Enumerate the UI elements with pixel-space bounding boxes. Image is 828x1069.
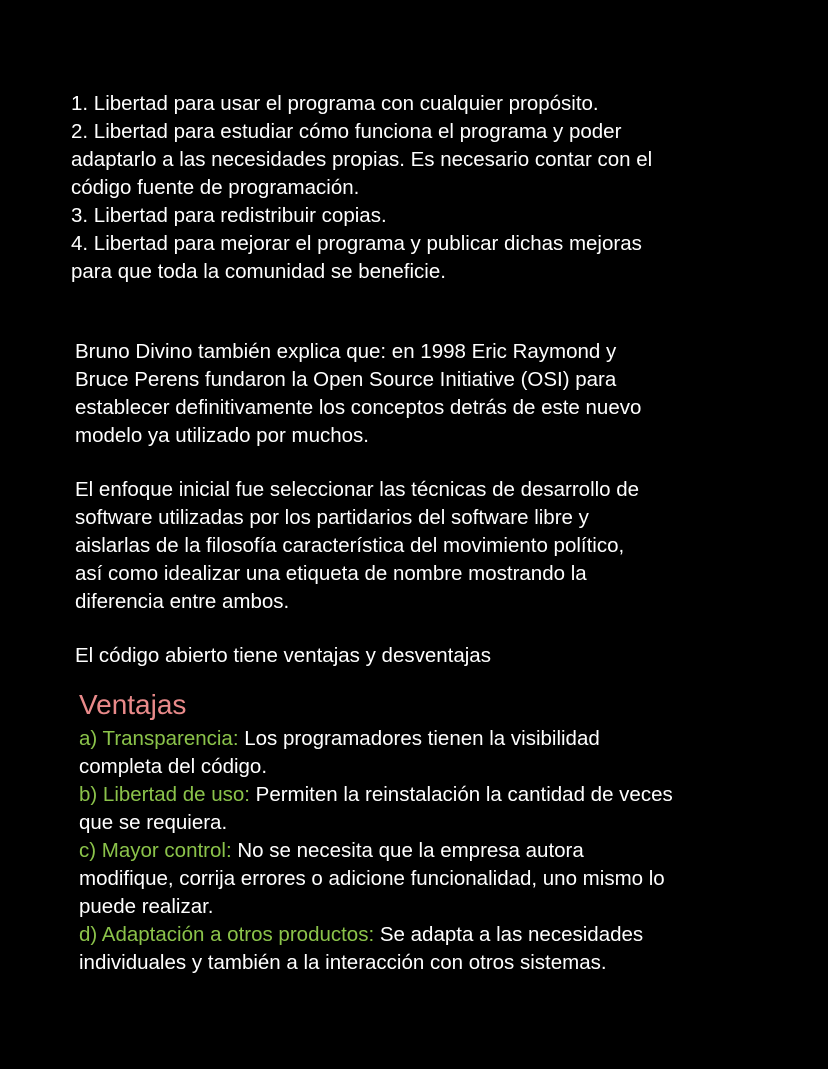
freedom-line: 3. Libertad para redistribuir copias. [71,204,387,227]
paragraph-enfoque [75,476,639,616]
paragraph-line: modelo ya utilizado por muchos. [75,424,369,447]
paragraph-line: El enfoque inicial fue seleccionar las técnicas de desarrollo de [75,478,640,501]
ventaja-text: completa del código. [79,755,268,778]
ventaja-text: Los programadores tienen la visibilidad [238,727,600,750]
ventaja-item-transparencia [79,725,673,753]
freedom-line: 2. Libertad para estudiar cómo funciona el programa y poder [71,120,622,143]
freedom-line: código fuente de programación. [71,176,360,199]
freedoms-list [71,90,652,286]
paragraph-line: Bruno Divino también explica que: en 1998 Eric Raymond y [75,340,617,363]
ventaja-text: individuales y también a la interacción con otros sistemas. [79,951,607,974]
ventaja-text: modifique, corrija errores o adicione funcionalidad, uno mismo lo [79,867,665,890]
freedom-line: para que toda la comunidad se beneficie. [71,260,446,283]
ventajas-list [79,725,673,977]
paragraph-codigo [75,642,491,670]
ventaja-text: puede realizar. [79,895,214,918]
ventaja-term: c) Mayor control: [79,839,232,862]
ventajas-heading: Ventajas [79,689,187,720]
ventaja-text: que se requiera. [79,811,228,834]
ventaja-item-mayor-control [79,837,673,865]
ventaja-item-adaptacion [79,921,673,949]
ventaja-item-libertad-de-uso [79,781,673,809]
paragraph-line: diferencia entre ambos. [75,590,290,613]
ventaja-term: a) Transparencia: [79,727,239,750]
paragraph-line: Bruce Perens fundaron la Open Source Initiative (OSI) para [75,368,617,391]
paragraph-line: software utilizadas por los partidarios del software libre y [75,506,589,529]
ventaja-term: b) Libertad de uso: [79,783,250,806]
ventaja-term: d) Adaptación a otros productos: [79,923,375,946]
paragraph-line: aislarlas de la filosofía característica del movimiento político, [75,534,625,557]
paragraph-line: establecer definitivamente los conceptos detrás de este nuevo [75,396,642,419]
freedom-line: 1. Libertad para usar el programa con cualquier propósito. [71,92,599,115]
ventaja-text: Se adapta a las necesidades [374,923,644,946]
paragraph-line: así como idealizar una etiqueta de nombre mostrando la [75,562,587,585]
ventaja-text: Permiten la reinstalación la cantidad de veces [249,783,673,806]
paragraph-line: El código abierto tiene ventajas y desventajas [75,644,491,667]
ventaja-text: No se necesita que la empresa autora [231,839,584,862]
freedom-line: 4. Libertad para mejorar el programa y publicar dichas mejoras [71,232,642,255]
paragraph-osi [75,338,641,450]
freedom-line: adaptarlo a las necesidades propias. Es necesario contar con el [71,148,653,171]
